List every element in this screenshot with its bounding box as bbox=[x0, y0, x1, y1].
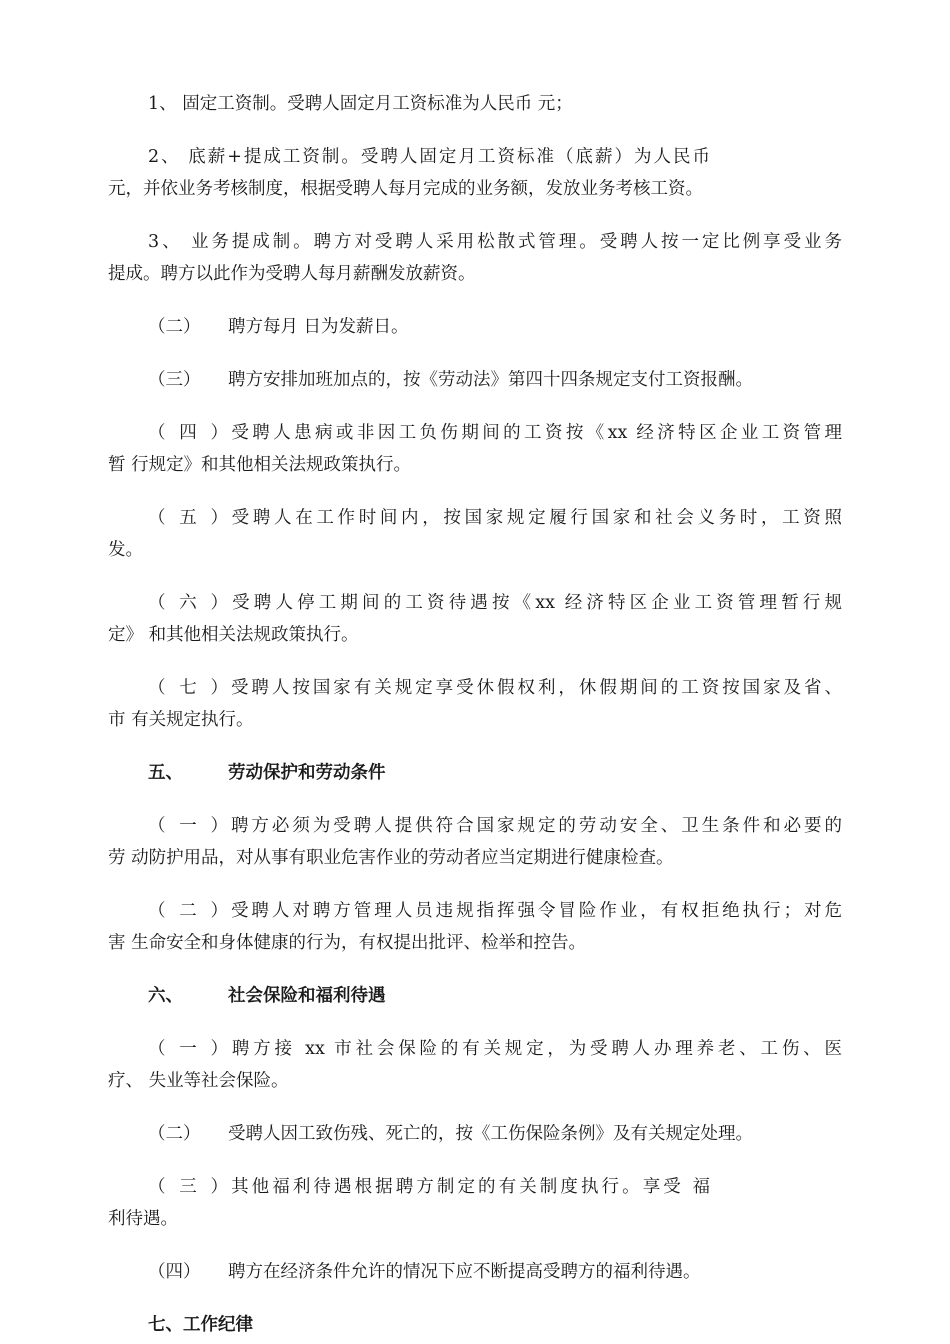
clause-line: 1、 固定工资制。受聘人固定月工资标准为人民币 元； bbox=[148, 94, 573, 114]
clause-text: 聘方必须为受聘人提供符合国家规定的劳动安全、卫生条件和必要的 bbox=[228, 816, 842, 836]
clause-refuse-risk bbox=[108, 895, 842, 959]
clause-label: （四） bbox=[148, 423, 228, 443]
section-title: 社会保险和福利待遇 bbox=[228, 986, 386, 1006]
clause-text: 聘方安排加班加点的，按《劳动法》第四十四条规定支付工资报酬。 bbox=[228, 370, 753, 390]
section-title: 七、工作纪律 bbox=[148, 1315, 253, 1335]
clause-text: 受聘人在工作时间内，按国家规定履行国家和社会义务时，工资照 bbox=[228, 508, 842, 528]
clause-vacation bbox=[108, 672, 842, 736]
clause-line bbox=[108, 502, 842, 534]
clause-label: （二） bbox=[148, 901, 228, 921]
clause-label: （四） bbox=[148, 1262, 201, 1282]
clause-text: 聘方每月 日为发薪日。 bbox=[228, 317, 409, 337]
clause-line: 提成。聘方以此作为受聘人每月薪酬发放薪资。 bbox=[108, 264, 476, 284]
clause-line bbox=[108, 895, 842, 927]
clause-line: 发。 bbox=[108, 540, 143, 560]
clause-line bbox=[108, 810, 842, 842]
clause-line: 利待遇。 bbox=[108, 1209, 178, 1229]
clause-text: 其他福利待遇根据聘方制定的有关制度执行。享受 福 bbox=[228, 1177, 710, 1197]
clause-line bbox=[108, 1171, 710, 1203]
clause-label: （三） bbox=[148, 1177, 228, 1197]
clause-line: 3、 业务提成制。聘方对受聘人采用松散式管理。受聘人按一定比例享受业务 bbox=[148, 232, 842, 252]
clause-line: 暂 行规定》和其他相关法规政策执行。 bbox=[108, 455, 412, 475]
clause-line bbox=[108, 364, 842, 396]
clause-other-welfare bbox=[108, 1171, 710, 1235]
clause-pay-day bbox=[108, 311, 842, 343]
clause-text: 受聘人停工期间的工资待遇按《xx 经济特区企业工资管理暂行规 bbox=[228, 593, 842, 613]
clause-sick-leave bbox=[108, 417, 842, 481]
clause-improve-welfare bbox=[108, 1256, 842, 1288]
clause-label: （二） bbox=[148, 317, 201, 337]
clause-label: （三） bbox=[148, 370, 201, 390]
clause-label: （七） bbox=[148, 678, 228, 698]
clause-text: 聘方在经济条件允许的情况下应不断提高受聘方的福利待遇。 bbox=[228, 1262, 701, 1282]
clause-salary-base-commission-cont bbox=[108, 173, 842, 205]
clause-text: 受聘人患病或非因工负伤期间的工资按《xx 经济特区企业工资管理 bbox=[228, 423, 842, 443]
clause-text: 受聘人按国家有关规定享受休假权利，休假期间的工资按国家及省、 bbox=[228, 678, 842, 698]
clause-injury bbox=[108, 1118, 842, 1150]
section-number: 六、 bbox=[148, 986, 183, 1006]
clause-line bbox=[108, 1033, 842, 1065]
clause-label: （六） bbox=[148, 593, 228, 613]
clause-line bbox=[108, 311, 842, 343]
clause-line bbox=[108, 417, 842, 449]
clause-text: 受聘人对聘方管理人员违规指挥强令冒险作业，有权拒绝执行；对危 bbox=[228, 901, 842, 921]
clause-line bbox=[108, 1256, 842, 1288]
clause-line: 劳 动防护用品，对从事有职业危害作业的劳动者应当定期进行健康检查。 bbox=[108, 848, 674, 868]
clause-line bbox=[108, 587, 842, 619]
clause-line: 定》 和其他相关法规政策执行。 bbox=[108, 625, 359, 645]
clause-salary-commission bbox=[108, 226, 842, 290]
clause-work-stoppage bbox=[108, 587, 842, 651]
clause-label: （一） bbox=[148, 816, 228, 836]
section-number: 五、 bbox=[148, 763, 183, 783]
clause-line bbox=[108, 672, 842, 704]
section-heading-social-insurance bbox=[108, 980, 842, 1012]
clause-line: 元，并依业务考核制度，根据受聘人每月完成的业务额，发放业务考核工资。 bbox=[108, 179, 703, 199]
clause-text: 聘方接 xx 市社会保险的有关规定，为受聘人办理养老、工伤、医 bbox=[228, 1039, 842, 1059]
clause-social-insurance bbox=[108, 1033, 842, 1097]
clause-line: 害 生命安全和身体健康的行为，有权提出批评、检举和控告。 bbox=[108, 933, 587, 953]
clause-line: 疗、 失业等社会保险。 bbox=[108, 1071, 289, 1091]
clause-safety-conditions bbox=[108, 810, 842, 874]
section-heading-labor-protection bbox=[108, 757, 842, 789]
clause-label: （二） bbox=[148, 1124, 201, 1144]
clause-salary-base-commission bbox=[108, 141, 710, 173]
section-title: 劳动保护和劳动条件 bbox=[228, 763, 386, 783]
clause-social-duty bbox=[108, 502, 842, 566]
clause-overtime bbox=[108, 364, 842, 396]
clause-label: （五） bbox=[148, 508, 228, 528]
clause-salary-fixed bbox=[108, 88, 842, 120]
clause-label: （一） bbox=[148, 1039, 228, 1059]
section-heading-work-discipline bbox=[108, 1309, 842, 1341]
clause-text: 受聘人因工致伤残、死亡的，按《工伤保险条例》及有关规定处理。 bbox=[228, 1124, 753, 1144]
clause-line: 2、 底薪+提成工资制。受聘人固定月工资标准（底薪）为人民币 bbox=[148, 147, 710, 167]
clause-line: 市 有关规定执行。 bbox=[108, 710, 254, 730]
clause-line bbox=[108, 1118, 842, 1150]
